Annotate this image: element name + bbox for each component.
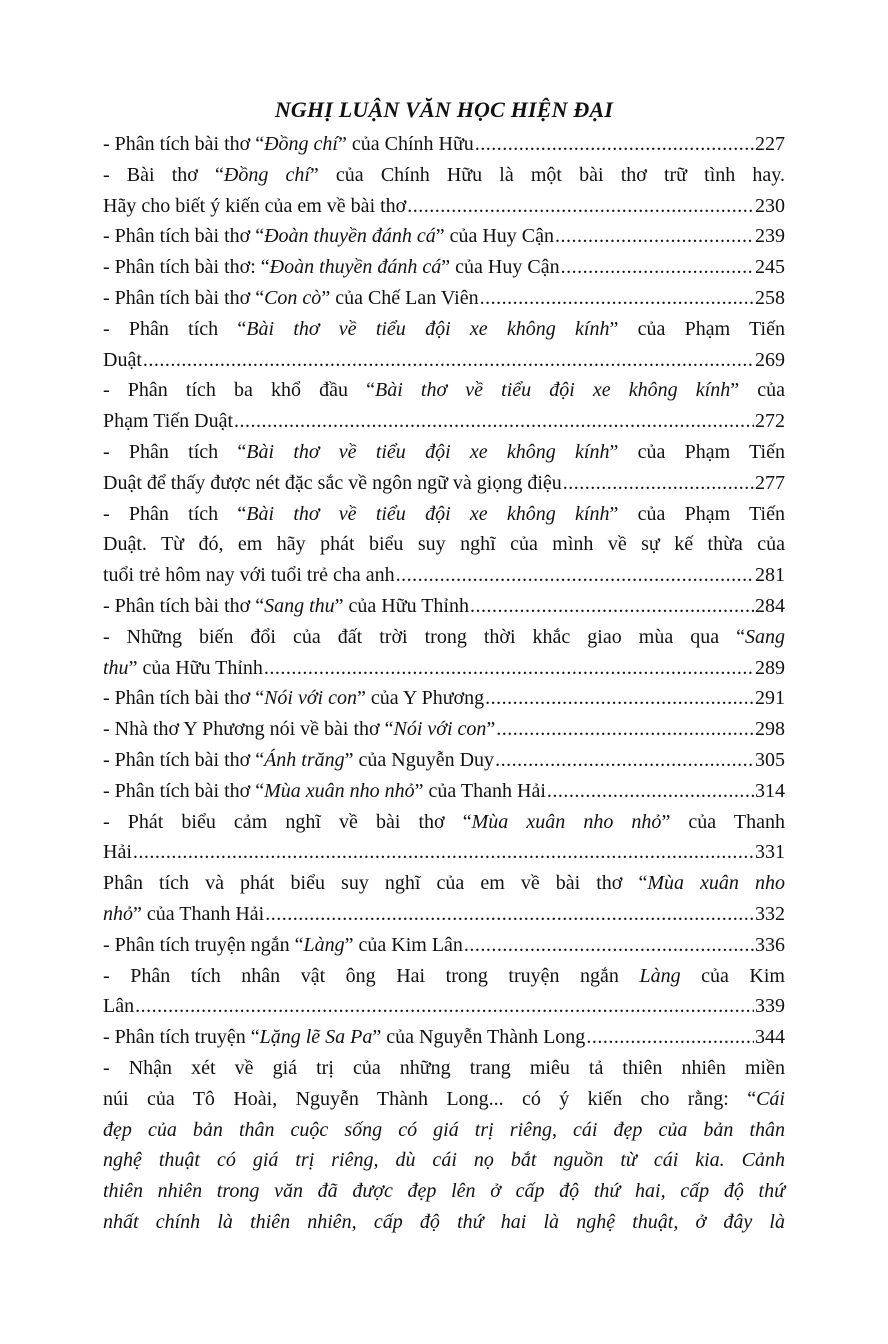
entry-work-title: Bài thơ về tiểu đội xe không kính <box>246 502 610 525</box>
page-number[interactable]: 272 <box>755 410 785 433</box>
toc-entry[interactable] <box>103 776 785 807</box>
entry-text: ” của Phạm Tiến <box>609 317 785 340</box>
entry-text: ” <box>486 718 496 741</box>
entry-last-line <box>103 129 785 160</box>
dot-leader <box>133 837 754 868</box>
dot-leader <box>234 406 754 437</box>
toc-entry[interactable] <box>103 129 785 160</box>
page-number[interactable]: 230 <box>755 194 785 217</box>
entry-work-title: Nói với con <box>393 718 487 741</box>
entry-text: ” của Huy Cận <box>435 225 555 248</box>
entry-work-title: Bài thơ về tiểu đội xe không kính <box>246 440 610 463</box>
toc-entry[interactable] <box>103 252 785 283</box>
entry-text: ” của Chính Hữu <box>337 133 474 155</box>
entry-title-line <box>103 375 785 406</box>
entry-title-line <box>103 437 785 468</box>
toc-entry[interactable] <box>103 868 785 930</box>
toc-entry[interactable] <box>103 1022 785 1053</box>
entry-text: ” của Nguyễn Duy <box>344 748 495 771</box>
entry-title <box>103 745 494 776</box>
dot-leader <box>407 191 754 222</box>
entry-text: ” của Chế Lan Viên <box>321 286 479 309</box>
entry-title-line <box>103 314 785 345</box>
entry-title <box>103 221 554 252</box>
entry-work-title: Mùa xuân nho nhỏ <box>264 779 415 802</box>
entry-last-line <box>103 899 785 930</box>
dot-leader <box>135 991 754 1022</box>
entry-text: - Phân tích bài thơ “ <box>103 594 265 617</box>
entry-work-title: Làng <box>639 964 681 987</box>
entry-last-line <box>103 745 785 776</box>
entry-text: ” của Phạm Tiến <box>609 440 785 463</box>
entry-text: Duật. Từ đó, em hãy phát biểu suy nghĩ của mình về sự kế thừa của <box>103 533 785 556</box>
entry-text: Hải <box>103 841 132 864</box>
entry-text: Phạm Tiến Duật <box>103 410 234 433</box>
entry-work-title: Đồng chí <box>223 163 310 186</box>
paragraph-line <box>103 1145 785 1176</box>
page-number[interactable]: 331 <box>755 841 785 864</box>
toc-entry[interactable] <box>103 375 785 437</box>
page-number[interactable]: 227 <box>755 133 785 155</box>
entry-last-line <box>103 683 785 714</box>
entry-text: - Phân tích “ <box>103 502 247 525</box>
entry-text: - Phân tích truyện ngắn “ <box>103 933 304 956</box>
entry-work-title: Bài thơ về tiểu đội xe không kính <box>246 317 610 340</box>
entry-text: ” của Phạm Tiến <box>609 502 785 525</box>
entry-title <box>103 129 474 160</box>
entry-text: ” của Thanh <box>661 810 785 833</box>
entry-text: - Phân tích bài thơ “ <box>103 286 265 309</box>
page-number[interactable]: 269 <box>755 348 785 371</box>
entry-work-title: nhỏ <box>103 902 133 925</box>
page-number[interactable]: 245 <box>755 256 785 279</box>
entry-title-line <box>103 961 785 992</box>
entry-title-line <box>103 807 785 838</box>
quoted-text: đẹp của bản thân cuộc sống có giá trị riêng, cái đẹp của bản thân <box>103 1118 785 1141</box>
page-number[interactable]: 277 <box>755 471 785 494</box>
entry-text: - Phân tích truyện “ <box>103 1026 260 1049</box>
entry-text: - Phân tích bài thơ “ <box>103 133 265 155</box>
entry-title <box>103 991 134 1022</box>
entry-title-line <box>103 160 785 191</box>
dot-leader <box>547 776 754 807</box>
page-number[interactable]: 344 <box>755 1026 785 1049</box>
dot-leader <box>464 930 754 961</box>
entry-text: - Phân tích “ <box>103 440 247 463</box>
entry-text: - Phân tích nhân vật ông Hai trong truyện ngắn <box>103 964 640 987</box>
entry-last-line <box>103 221 785 252</box>
dot-leader <box>563 468 754 499</box>
toc-entry[interactable] <box>103 745 785 776</box>
entry-text: - Nhận xét về giá trị của những trang miêu tả thiên nhiên miền <box>103 1056 785 1079</box>
dot-leader <box>561 252 754 283</box>
entry-last-line <box>103 252 785 283</box>
entry-last-line <box>103 191 785 222</box>
entry-work-title: Sang thu <box>264 594 335 617</box>
paragraph-line <box>103 1084 785 1115</box>
entry-text: ” của Thanh Hải <box>133 902 265 925</box>
page-number[interactable]: 305 <box>755 748 785 771</box>
entry-text: ” của Huy Cận <box>441 256 560 279</box>
entry-text: ” của <box>730 379 786 402</box>
entry-text: - Nhà thơ Y Phương nói về bài thơ “ <box>103 718 394 741</box>
dot-leader <box>265 899 754 930</box>
toc-entry[interactable] <box>103 591 785 622</box>
entry-text: ” của Y Phương <box>356 687 485 710</box>
toc-entry[interactable] <box>103 221 785 252</box>
page-number[interactable]: 298 <box>755 718 785 741</box>
entry-work-title: Bài thơ về tiểu đội xe không kính <box>375 379 731 402</box>
dot-leader <box>495 745 754 776</box>
entry-text: - Phân tích bài thơ “ <box>103 687 265 710</box>
entry-last-line <box>103 837 785 868</box>
toc-entry[interactable] <box>103 437 785 499</box>
page-number[interactable]: 339 <box>755 995 785 1018</box>
entry-work-title: Con cò <box>264 286 322 309</box>
entry-work-title: Làng <box>303 933 345 956</box>
entry-title <box>103 683 484 714</box>
entry-text: - Những biến đổi của đất trời trong thời khắc giao mùa qua “ <box>103 625 745 648</box>
toc-entry[interactable] <box>103 160 785 222</box>
dot-leader <box>143 345 754 376</box>
entry-text: núi của Tô Hoài, Nguyễn Thành Long... có ý kiến cho rằng: “ <box>103 1087 757 1110</box>
paragraph-line <box>103 1115 785 1146</box>
entry-title <box>103 591 469 622</box>
entry-text: Hãy cho biết ý kiến của em về bài thơ <box>103 194 407 217</box>
entry-text: của Kim <box>680 964 785 987</box>
entry-text: ” của Hữu Thỉnh <box>334 594 469 617</box>
page-number[interactable]: 258 <box>755 286 785 309</box>
dot-leader <box>496 714 754 745</box>
toc-entry[interactable] <box>103 714 785 745</box>
entry-work-title: Lặng lẽ Sa Pa <box>259 1026 373 1049</box>
quoted-text: nhất chính là thiên nhiên, cấp độ thứ hai là nghệ thuật, ở đây là <box>103 1210 785 1233</box>
entry-text: ” của Thanh Hải <box>414 779 546 802</box>
entry-text: ” của Hữu Thỉnh <box>128 656 263 679</box>
entry-title <box>103 930 463 961</box>
entry-work-title: Đoàn thuyền đánh cá <box>264 225 436 248</box>
entry-last-line <box>103 653 785 684</box>
entry-last-line <box>103 406 785 437</box>
entry-text: Duật để thấy được nét đặc sắc về ngôn ngữ và giọng điệu <box>103 471 562 494</box>
entry-title <box>103 191 406 222</box>
toc-entry[interactable] <box>103 314 785 376</box>
entry-title <box>103 283 479 314</box>
entry-last-line <box>103 714 785 745</box>
entry-text: ” của Chính Hữu là một bài thơ trữ tình hay. <box>309 163 785 186</box>
dot-leader <box>485 683 754 714</box>
entry-text: Lân <box>103 995 135 1018</box>
entry-work-title: Ánh trăng <box>264 748 345 771</box>
entry-work-title: Đồng chí <box>264 133 338 155</box>
entry-text: - Phân tích ba khổ đầu “ <box>103 379 376 402</box>
entry-title <box>103 560 395 591</box>
entry-title <box>103 406 233 437</box>
entry-text: - Phát biểu cảm nghĩ về bài thơ “ <box>103 810 472 833</box>
entry-text: - Phân tích bài thơ “ <box>103 748 265 771</box>
entry-text: - Phân tích bài thơ “ <box>103 779 265 802</box>
toc-list <box>103 129 785 1053</box>
page-number[interactable]: 281 <box>755 564 785 587</box>
page-number[interactable]: 332 <box>755 902 785 925</box>
entry-last-line <box>103 283 785 314</box>
entry-text: - Phân tích bài thơ: “ <box>103 256 270 279</box>
entry-title-line <box>103 529 785 560</box>
entry-text: Duật <box>103 348 142 371</box>
paragraph-line <box>103 1207 785 1238</box>
entry-work-title: Đoàn thuyền đánh cá <box>269 256 442 279</box>
toc-entry[interactable] <box>103 622 785 684</box>
dot-leader <box>586 1022 754 1053</box>
entry-title <box>103 1022 585 1053</box>
entry-last-line <box>103 1022 785 1053</box>
entry-text: - Phân tích “ <box>103 317 247 340</box>
page-number[interactable]: 291 <box>755 687 785 710</box>
toc-entry[interactable] <box>103 961 785 1023</box>
dot-leader <box>470 591 754 622</box>
toc-entry-continuing <box>103 1053 785 1238</box>
entry-work-title: thu <box>103 656 129 679</box>
entry-title <box>103 468 562 499</box>
entry-last-line <box>103 345 785 376</box>
entry-text: tuổi trẻ hôm nay với tuổi trẻ cha anh <box>103 564 395 587</box>
section-title: NGHỊ LUẬN VĂN HỌC HIỆN ĐẠI <box>274 97 614 122</box>
toc-entry[interactable] <box>103 283 785 314</box>
paragraph-line <box>103 1176 785 1207</box>
page-number[interactable]: 289 <box>755 656 785 679</box>
dot-leader <box>475 129 754 160</box>
entry-title <box>103 837 132 868</box>
toc-entry[interactable] <box>103 807 785 869</box>
entry-title <box>103 653 263 684</box>
entry-title <box>103 345 142 376</box>
dot-leader <box>555 221 754 252</box>
entry-text: ” của Nguyễn Thành Long <box>372 1026 586 1049</box>
entry-title <box>103 899 264 930</box>
entry-last-line <box>103 560 785 591</box>
page-number[interactable]: 284 <box>755 594 785 617</box>
entry-title <box>103 714 495 745</box>
entry-work-title: Sang <box>745 625 785 648</box>
quoted-text: Cái <box>756 1087 785 1110</box>
toc-entry[interactable] <box>103 499 785 591</box>
dot-leader <box>264 653 754 684</box>
entry-title-line <box>103 868 785 899</box>
entry-text: - Bài thơ “ <box>103 163 224 186</box>
quoted-text: nghệ thuật có giá trị riêng, dù cái nọ bắt nguồn từ cái kia. Cảnh <box>103 1149 785 1172</box>
dot-leader <box>396 560 754 591</box>
entry-last-line <box>103 776 785 807</box>
entry-title <box>103 252 560 283</box>
entry-title-line <box>103 622 785 653</box>
toc-page <box>103 92 785 1238</box>
entry-title-line <box>103 499 785 530</box>
entry-work-title: Mùa xuân nho nhỏ <box>471 810 662 833</box>
page-number[interactable]: 239 <box>755 225 785 248</box>
entry-title <box>103 776 546 807</box>
entry-last-line <box>103 991 785 1022</box>
entry-text: Phân tích và phát biểu suy nghĩ của em về bài thơ “ <box>103 872 648 895</box>
entry-work-title: Nói với con <box>264 687 357 710</box>
entry-last-line <box>103 930 785 961</box>
toc-entry[interactable] <box>103 683 785 714</box>
page-number[interactable]: 314 <box>755 779 785 802</box>
page-number[interactable]: 336 <box>755 933 785 956</box>
entry-last-line <box>103 591 785 622</box>
paragraph-line <box>103 1053 785 1084</box>
toc-entry[interactable] <box>103 930 785 961</box>
quoted-text: thiên nhiên trong văn đã được đẹp lên ở cấp độ thứ hai, cấp độ thứ <box>103 1180 785 1203</box>
entry-work-title: Mùa xuân nho <box>647 872 785 895</box>
entry-last-line <box>103 468 785 499</box>
entry-text: - Phân tích bài thơ “ <box>103 225 265 248</box>
entry-text: ” của Kim Lân <box>344 933 463 956</box>
dot-leader <box>480 283 754 314</box>
